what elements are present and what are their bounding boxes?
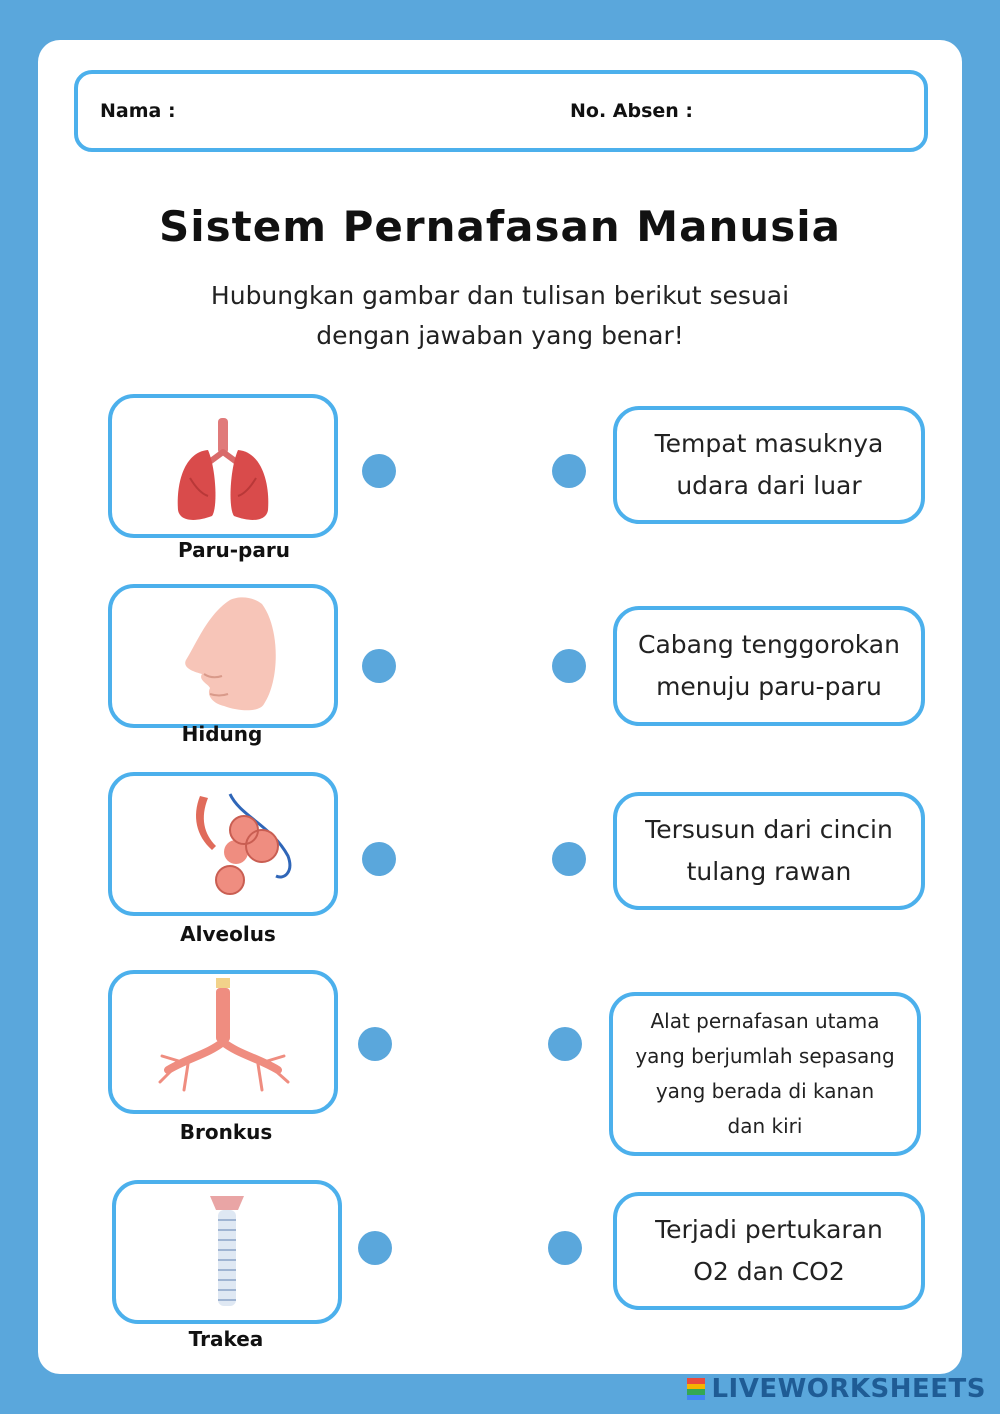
watermark-text: LIVEWORKSHEETS bbox=[711, 1374, 986, 1404]
match-dot-right-3[interactable] bbox=[552, 842, 586, 876]
match-dot-left-2[interactable] bbox=[362, 649, 396, 683]
match-dot-left-4[interactable] bbox=[358, 1027, 392, 1061]
trachea-icon bbox=[116, 1184, 338, 1320]
organ-label-bronchus: Bronkus bbox=[179, 1120, 273, 1144]
description-card-3: Tersusun dari cincin tulang rawan bbox=[613, 792, 925, 910]
match-dot-left-1[interactable] bbox=[362, 454, 396, 488]
alveolus-icon bbox=[112, 776, 334, 912]
worksheet-page bbox=[38, 40, 962, 1374]
nose-icon bbox=[112, 588, 334, 724]
name-label: Nama : bbox=[100, 100, 176, 122]
match-dot-right-2[interactable] bbox=[552, 649, 586, 683]
page-title: Sistem Pernafasan Manusia bbox=[159, 202, 841, 251]
lungs-icon bbox=[112, 398, 334, 534]
liveworksheets-watermark bbox=[687, 1374, 986, 1404]
organ-card-alveolus bbox=[108, 772, 338, 916]
organ-label-trachea: Trakea bbox=[188, 1327, 264, 1351]
organ-label-alveolus: Alveolus bbox=[180, 922, 276, 946]
description-card-2: Cabang tenggorokan menuju paru-paru bbox=[613, 606, 925, 726]
organ-card-lungs bbox=[108, 394, 338, 538]
organ-card-trachea bbox=[112, 1180, 342, 1324]
organ-card-bronchus bbox=[108, 970, 338, 1114]
bronchus-icon bbox=[112, 974, 334, 1110]
organ-label-nose: Hidung bbox=[181, 722, 263, 746]
organ-label-lungs: Paru-paru bbox=[178, 538, 290, 562]
match-dot-left-5[interactable] bbox=[358, 1231, 392, 1265]
description-card-1: Tempat masuknya udara dari luar bbox=[613, 406, 925, 524]
description-card-5: Terjadi pertukaran O2 dan CO2 bbox=[613, 1192, 925, 1310]
student-info-box bbox=[74, 70, 928, 152]
description-card-4: Alat pernafasan utama yang berjumlah sepasang yang berada di kanan dan kiri bbox=[609, 992, 921, 1156]
match-dot-right-1[interactable] bbox=[552, 454, 586, 488]
absen-number-label: No. Absen : bbox=[570, 100, 694, 122]
instruction-text: Hubungkan gambar dan tulisan berikut sesuai dengan jawaban yang benar! bbox=[210, 281, 790, 350]
match-dot-left-3[interactable] bbox=[362, 842, 396, 876]
organ-card-nose bbox=[108, 584, 338, 728]
match-dot-right-5[interactable] bbox=[548, 1231, 582, 1265]
match-dot-right-4[interactable] bbox=[548, 1027, 582, 1061]
liveworksheets-logo-icon bbox=[687, 1378, 705, 1400]
